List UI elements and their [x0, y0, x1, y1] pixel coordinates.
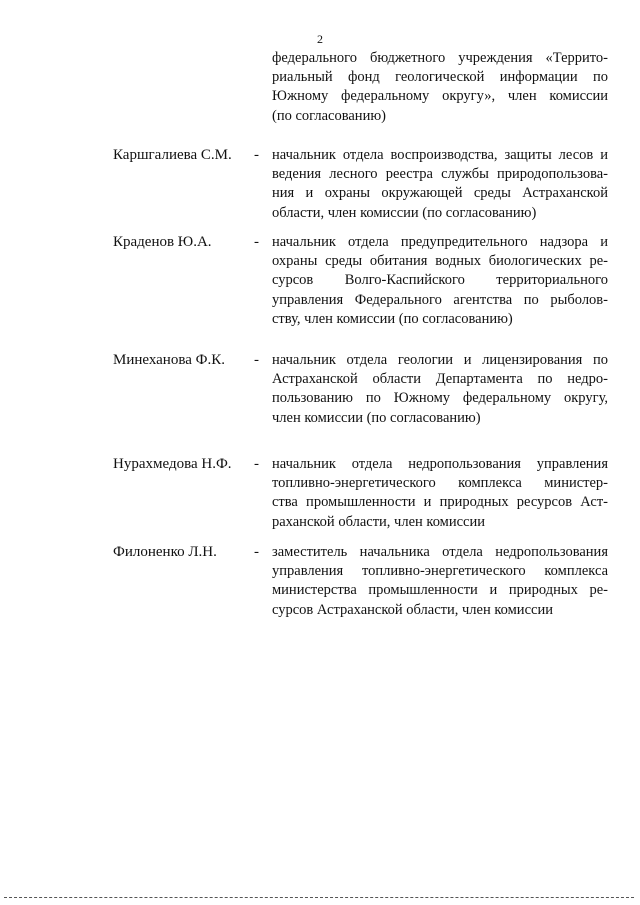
continuation-text [272, 49, 608, 126]
text-line: (по согласованию) [272, 107, 386, 124]
member-dash: - [254, 147, 259, 163]
text-line: начальник отдела недропользования управления [272, 456, 608, 472]
page-number: 2 [317, 32, 323, 46]
text-line: Астраханской области Департамента по недро- [272, 371, 608, 388]
member-description [272, 233, 608, 329]
text-line: управления топливно-энергетического комплекса [272, 563, 608, 580]
member-name: Краденов Ю.А. [113, 234, 212, 250]
text-line: заместитель начальника отдела недропользования [272, 544, 608, 560]
text-line: член комиссии (по согласованию) [272, 409, 481, 426]
member-name: Филоненко Л.Н. [113, 544, 217, 560]
member-name: Нурахмедова Н.Ф. [113, 456, 232, 472]
text-line: ству, член комиссии (по согласованию) [272, 310, 513, 327]
text-line: охраны среды обитания водных биологических ре- [272, 253, 608, 270]
text-line: управления Федерального агентства по рыболов- [272, 291, 608, 308]
member-description [272, 543, 608, 620]
text-line: пользованию по Южному федеральному округу, [272, 390, 608, 407]
member-name: Каршгалиева С.М. [113, 147, 232, 163]
text-line: сурсов Волго-Каспийского территориального [272, 272, 608, 289]
member-dash: - [254, 352, 259, 368]
text-line: начальник отдела предупредительного надзора и [272, 234, 608, 250]
text-line: ния и охраны окружающей среды Астраханской [272, 185, 608, 202]
member-name: Минеханова Ф.К. [113, 352, 225, 368]
text-line: начальник отдела геологии и лицензирования по [272, 352, 608, 368]
text-line: области, член комиссии (по согласованию) [272, 204, 537, 221]
text-line: федерального бюджетного учреждения «Террито- [272, 50, 608, 66]
text-line: министерства промышленности и природных ре- [272, 582, 608, 599]
member-dash: - [254, 544, 259, 560]
text-line: риальный фонд геологической информации по [272, 69, 608, 86]
member-description [272, 351, 608, 428]
text-line: ведения лесного реестра службы природопользова- [272, 166, 608, 183]
member-description [272, 146, 608, 223]
text-line: топливно-энергетического комплекса министер- [272, 475, 608, 492]
text-line: начальник отдела воспроизводства, защиты лесов и [272, 147, 608, 163]
text-line: ства промышленности и природных ресурсов Аст- [272, 494, 608, 511]
page-bottom-rule [4, 897, 634, 898]
text-line: сурсов Астраханской области, член комиссии [272, 601, 553, 618]
text-line: раханской области, член комиссии [272, 513, 485, 530]
text-line: Южному федеральному округу», член комиссии [272, 88, 608, 105]
member-dash: - [254, 456, 259, 472]
member-dash: - [254, 234, 259, 250]
member-description [272, 455, 608, 532]
